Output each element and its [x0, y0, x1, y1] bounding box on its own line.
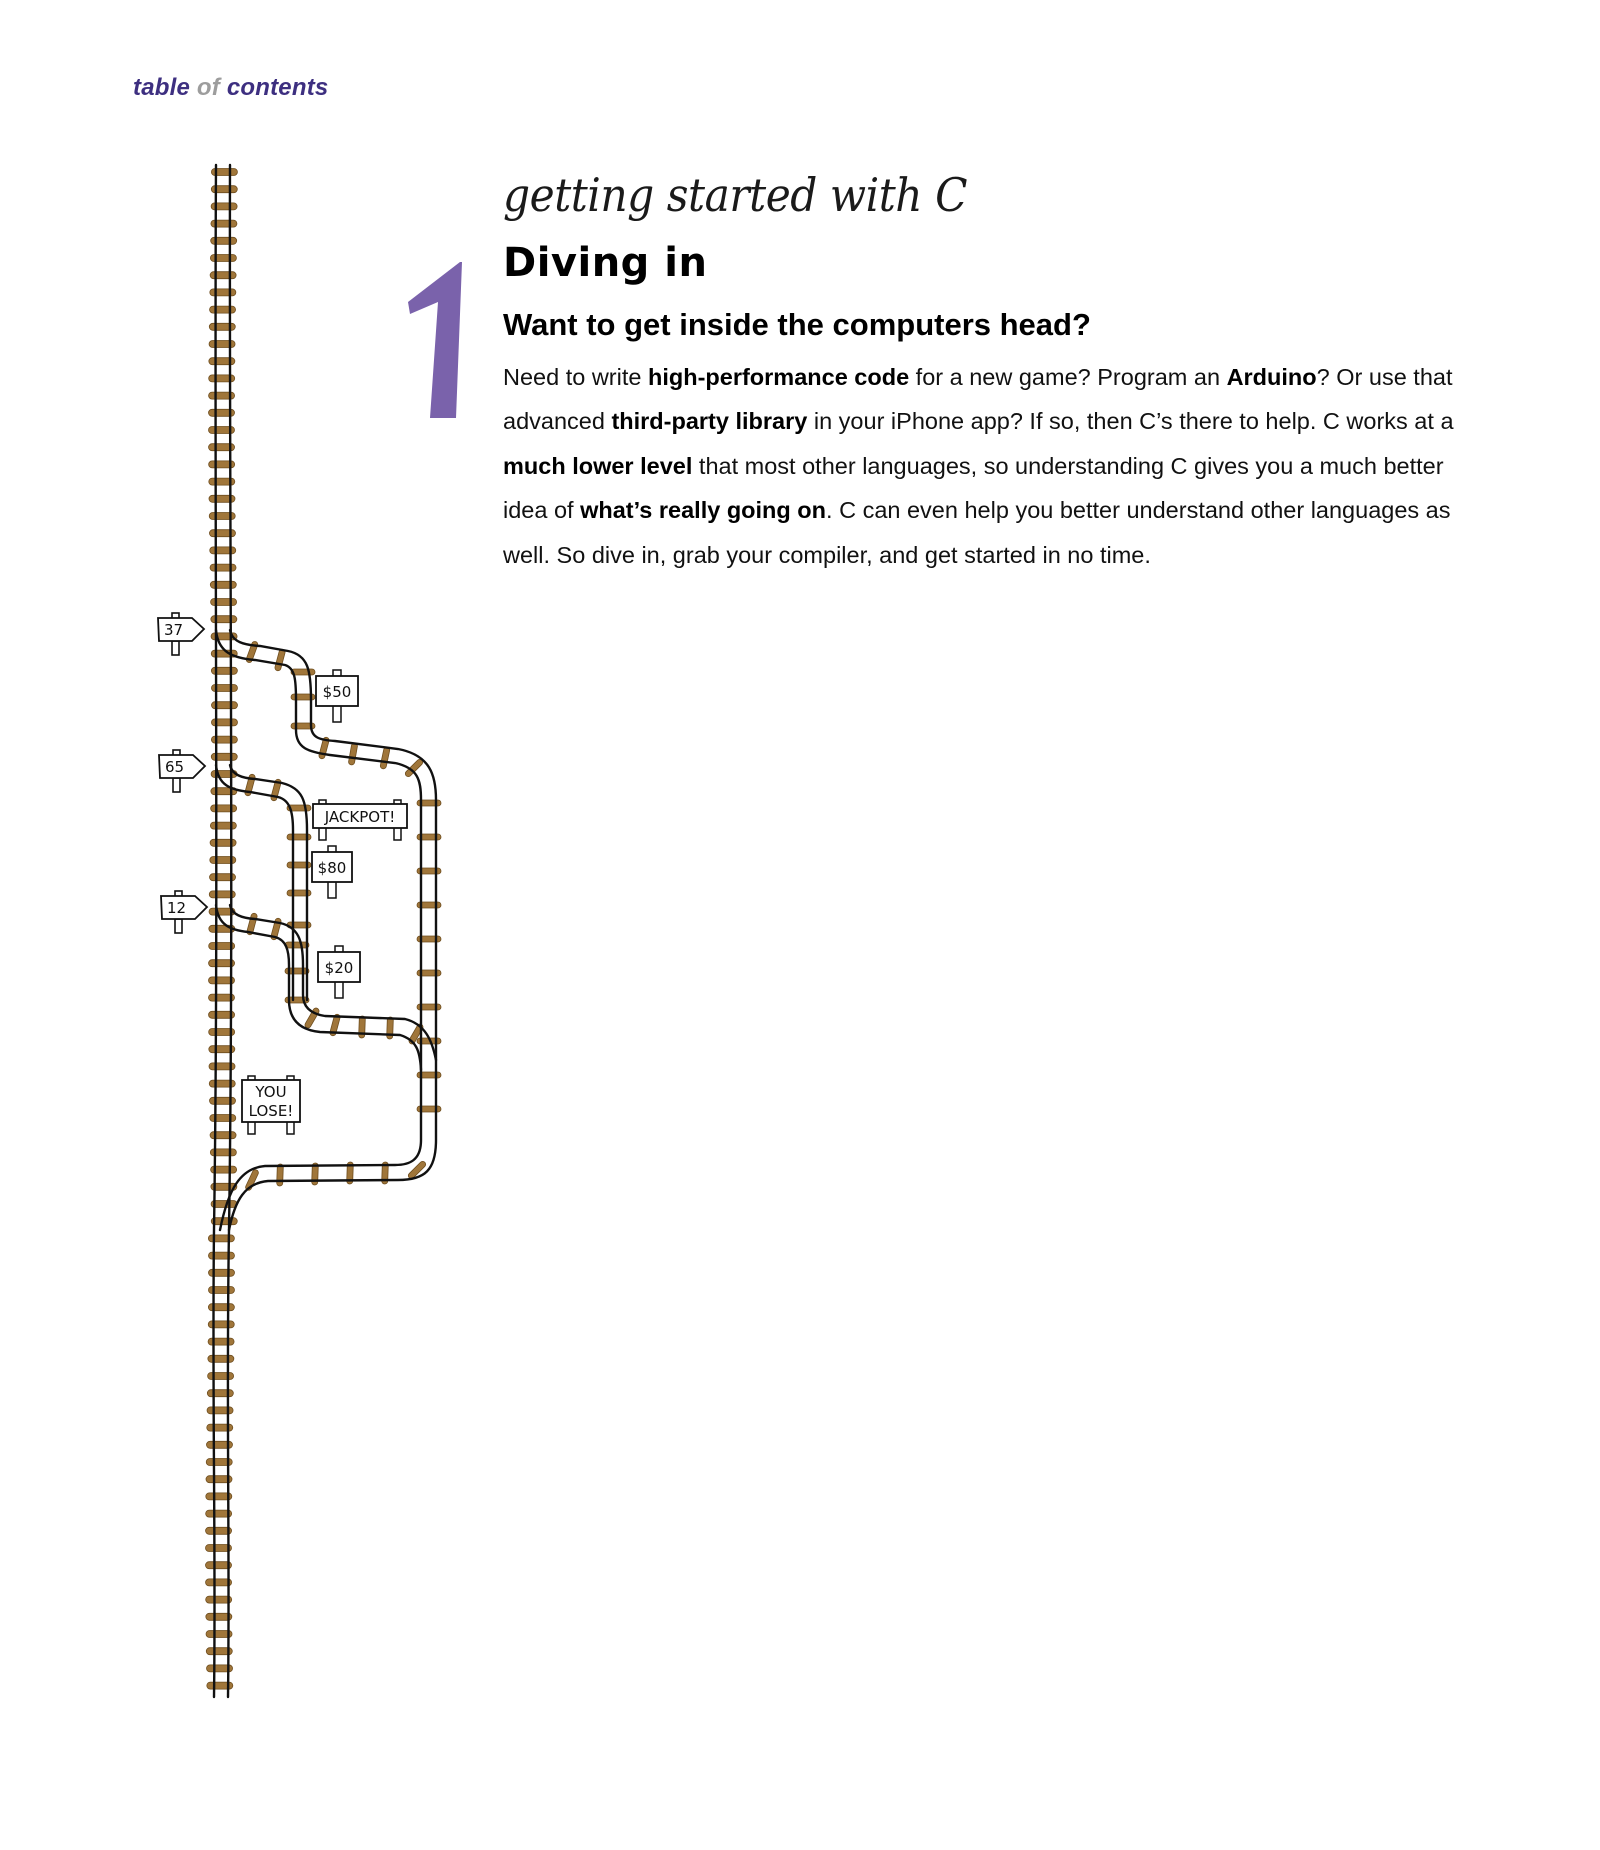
chapter-kicker: getting started with C — [503, 168, 967, 222]
svg-text:LOSE!: LOSE! — [248, 1102, 294, 1120]
running-head-contents: contents — [226, 74, 329, 101]
prize-sign — [316, 670, 358, 722]
chapter-description — [503, 355, 1463, 577]
body-text: . C can even help you better understand other languages as well. So dive in, grab your compiler, and get started in no time. — [503, 497, 1451, 568]
svg-text:37: 37 — [164, 621, 184, 639]
prize-sign — [312, 846, 352, 898]
prize-sign — [318, 946, 360, 998]
svg-text:JACKPOT!: JACKPOT! — [324, 808, 396, 826]
emphasis-text: high-performance code — [647, 364, 910, 390]
svg-text:$50: $50 — [322, 683, 352, 701]
body-text: for a new game? Program an — [909, 364, 1227, 390]
emphasis-text: third-party library — [611, 408, 808, 435]
body-text: ? Or use that advanced — [503, 364, 1453, 435]
running-head — [133, 74, 328, 102]
svg-text:$20: $20 — [324, 959, 354, 977]
emphasis-text: what’s really going on — [580, 497, 827, 524]
svg-text:12: 12 — [167, 899, 187, 917]
svg-text:YOU: YOU — [255, 1083, 287, 1101]
chapter-subtitle: Want to get inside the computers head? — [503, 307, 1091, 342]
svg-text:$80: $80 — [317, 859, 347, 877]
body-text: Need to write — [503, 364, 648, 390]
emphasis-text: Arduino — [1226, 364, 1317, 390]
prize-sign — [313, 800, 407, 840]
prize-sign — [242, 1076, 300, 1134]
mile-marker-sign — [159, 750, 205, 792]
body-text: in your iPhone app? If so, then C’s there to help. C works at a — [807, 408, 1454, 435]
railroad-ties — [206, 169, 441, 1690]
body-text: that most other languages, so understanding C gives you a much better idea of — [503, 452, 1444, 524]
mile-marker-sign — [161, 891, 207, 933]
railroad-illustration — [140, 155, 480, 1715]
railroad-rails — [213, 165, 436, 1697]
railroad-signs — [158, 613, 407, 1134]
svg-text:65: 65 — [165, 758, 185, 776]
emphasis-text: much lower level — [503, 452, 693, 479]
running-head-of: of — [196, 74, 220, 101]
chapter-title: Diving in — [503, 240, 708, 286]
running-head-table: table — [133, 74, 191, 101]
mile-marker-sign — [158, 613, 204, 655]
